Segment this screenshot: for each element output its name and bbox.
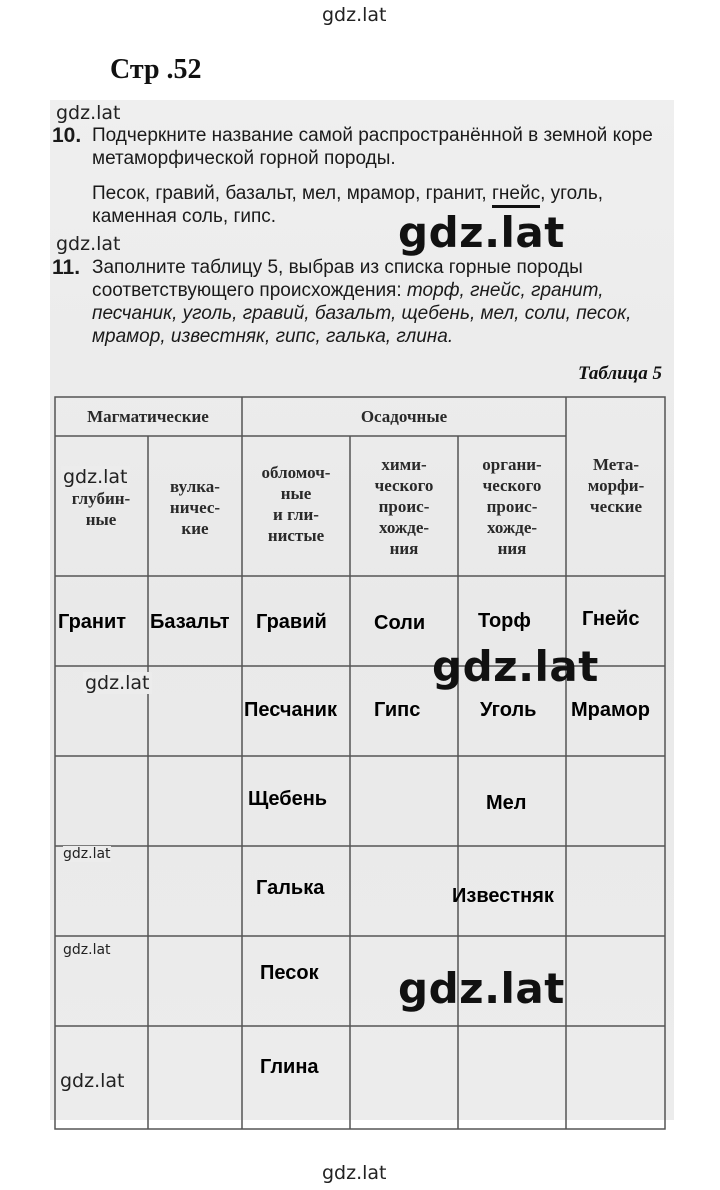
cell-clastic-6: Глина	[260, 1056, 319, 1078]
watermark: gdz.lat	[56, 102, 121, 124]
rock-list-end: , уголь, каменная соль, гипс.	[92, 183, 604, 227]
watermark: gdz.lat	[63, 942, 111, 958]
subheader-volcanic: вулка- ничес- кие	[169, 477, 221, 538]
rock-list: торф, гнейс, гранит, песчаник, уголь, гравий, базальт, щебень, мел, соли, песок, мрамор, известняк, гипс, галька, глина.	[92, 280, 632, 347]
header-metamorphic: Мета- морфи- ческие	[587, 455, 645, 516]
cell-organic-4: Известняк	[452, 885, 554, 907]
header-magmatic: Магматические	[87, 407, 209, 426]
cell-metamorphic-2: Мрамор	[571, 699, 650, 721]
cell-clastic-1: Гравий	[256, 611, 327, 633]
task-prompt: Заполните таблицу 5, выбрав из списка горные породы соответствующего происхождения:	[92, 257, 583, 301]
watermark: gdz.lat	[432, 642, 599, 691]
subheader-deep: глубин- ные	[71, 489, 131, 529]
watermark: gdz.lat	[63, 846, 111, 862]
watermark: gdz.lat	[63, 466, 128, 488]
cell-organic-3: Мел	[486, 792, 527, 814]
answer-underlined: гнейс	[492, 183, 540, 208]
cell-clastic-5: Песок	[260, 962, 319, 984]
watermark: gdz.lat	[322, 1162, 387, 1184]
watermark: gdz.lat	[60, 1070, 125, 1092]
table-caption: Таблица 5	[577, 363, 662, 384]
watermark: gdz.lat	[398, 208, 565, 257]
cell-chemical-1: Соли	[374, 612, 426, 634]
task-number: 11.	[52, 256, 81, 279]
task-number: 10.	[52, 124, 82, 147]
watermark: gdz.lat	[398, 964, 565, 1013]
cell-volcanic-1: Базальт	[150, 611, 230, 633]
task-prompt: Подчеркните название самой распространённой в земной коре метаморфической горной породы.	[92, 125, 653, 169]
rock-list	[92, 182, 672, 228]
cell-clastic-2: Песчаник	[244, 699, 337, 721]
subheader-organic: органи- ческого проис- хожде- ния	[482, 455, 542, 558]
watermark: gdz.lat	[56, 233, 121, 255]
watermark: gdz.lat	[85, 672, 150, 694]
subheader-clastic: обломоч- ные и гли- нистые	[261, 463, 331, 545]
page-title: Стр .52	[110, 54, 202, 85]
cell-chemical-2: Гипс	[374, 699, 421, 721]
cell-clastic-3: Щебень	[248, 788, 328, 810]
subheader-chemical: хими- ческого проис- хожде- ния	[374, 455, 434, 558]
rock-table	[54, 396, 666, 1130]
cell-metamorphic-1: Гнейс	[582, 608, 640, 630]
header-sedimentary: Осадочные	[360, 407, 448, 426]
rock-list-start: Песок, гравий, базальт, мел, мрамор, гранит,	[92, 183, 492, 204]
cell-organic-1: Торф	[478, 610, 531, 632]
cell-clastic-4: Галька	[256, 877, 325, 899]
cell-organic-2: Уголь	[480, 699, 537, 721]
cell-deep-1: Гранит	[58, 611, 127, 633]
watermark-top: gdz.lat	[322, 4, 387, 26]
